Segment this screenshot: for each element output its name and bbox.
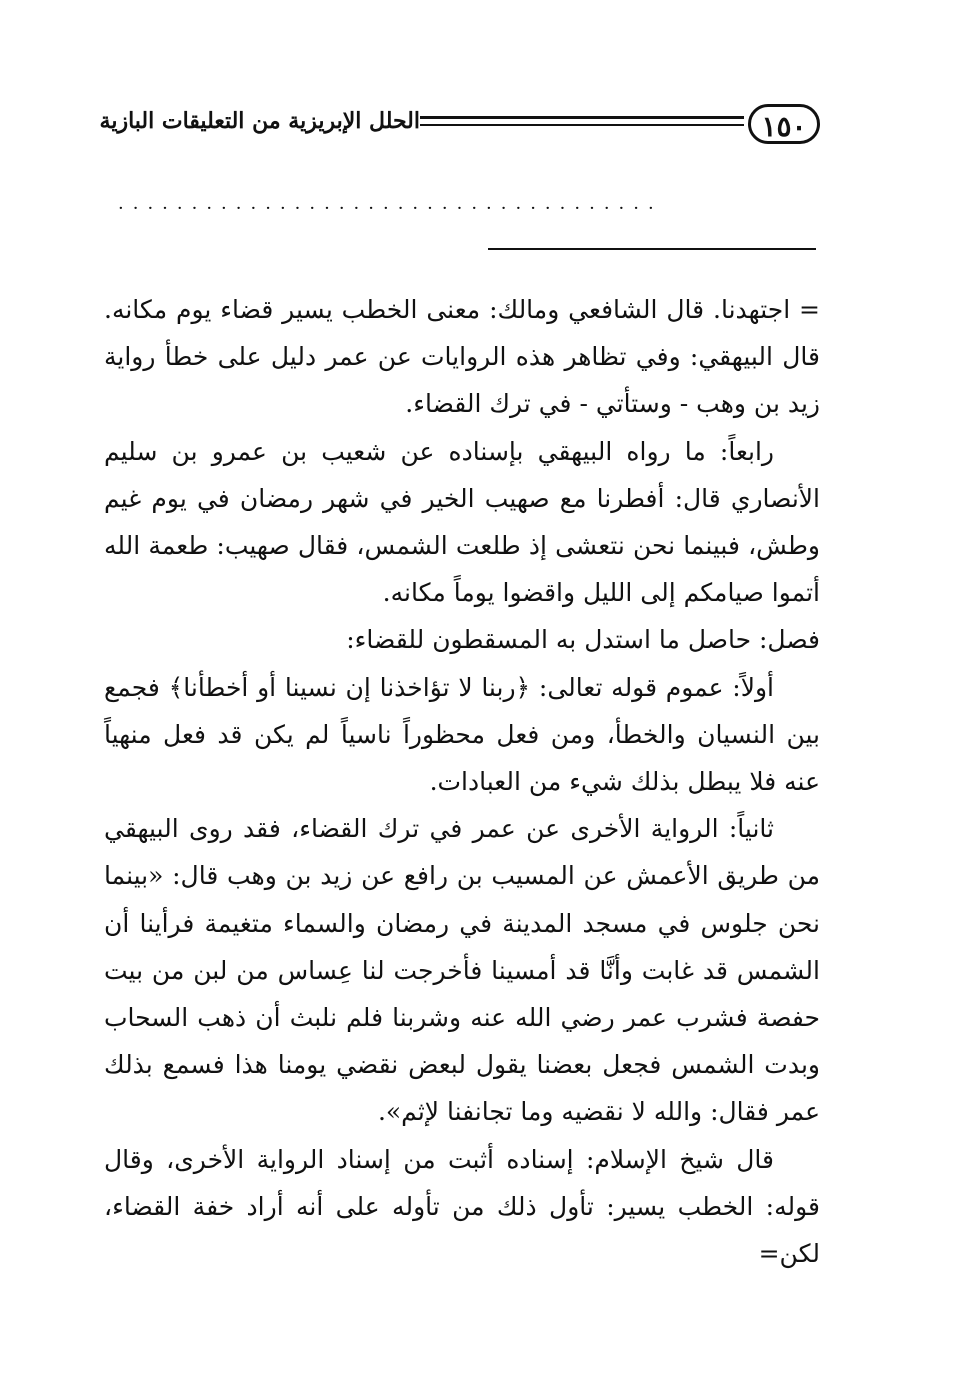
- section-heading: فصل: حاصل ما استدل به المسقطون للقضاء:: [346, 625, 820, 655]
- paragraph-continuation: = اجتهدنا. قال الشافعي ومالك: معنى الخطب يسير قضاء يوم مكانه. قال البيهقي: وفي تظاهر هذه الروايات عن عمر دليل على خطأ رواية زيد بن وهب - وستأتي - في ترك القضاء.: [104, 295, 820, 419]
- page-number: ١٥٠: [748, 104, 820, 144]
- paragraph-fourth: رابعاً: ما رواه البيهقي بإسناده عن شعيب بن عمرو بن سليم الأنصاري قال: أفطرنا مع صهيب الخير في شهر رمضان في يوم غيم وطش، فبينما نحن نتعشى إذ طلعت الشمس، فقال صهيب: طعمة الله أتموا صيامكم إلى الليل واقضوا يوماً مكانه.: [104, 436, 820, 608]
- running-title: الحلل الإبريزية من التعليقات البازية: [99, 108, 420, 134]
- paragraph-shaykh-al-islam: قال شيخ الإسلام: إسناده أثبت من إسناد الرواية الأخرى، وقال قوله: الخطب يسير: تأول ذلك من تأوله على أنه أراد خفة القضاء، لكن=: [104, 1144, 820, 1269]
- footnote-rule: [488, 248, 816, 250]
- page-header: [100, 102, 820, 154]
- paragraph-first-argument: أولاً: عموم قوله تعالى: ﴿ربنا لا تؤاخذنا إن نسينا أو أخطأنا﴾ فجمع بين النسيان والخطأ، ومن فعل محظوراً ناسياً لم يكن قد فعل منهياً عنه فلا يبطل بذلك شيء من العبادات.: [104, 672, 820, 797]
- paragraph-second-argument: ثانياً: الرواية الأخرى عن عمر في ترك القضاء، فقد روى البيهقي من طريق الأعمش عن المسيب بن رافع عن زيد بن وهب قال: «بينما نحن جلوس في مسجد المدينة في رمضان والسماء متغيمة فرأينا أن الشمس قد غابت وأنَّا قد أمسينا فأخرجت لنا عِساس من لبن من بيت حفصة فشرب عمر رضي الله عنه وشربنا فلم نلبث أن ذهب السحاب وبدت الشمس فجعل بعضنا يقول لبعض نقضي يومنا هذا فسمع بذلك عمر فقال: والله لا نقضيه وما تجانفنا لإثم».: [104, 814, 820, 1127]
- footnote-dots: ·····································: [118, 198, 663, 219]
- header-rule: [420, 116, 744, 126]
- page-body: [104, 286, 820, 1277]
